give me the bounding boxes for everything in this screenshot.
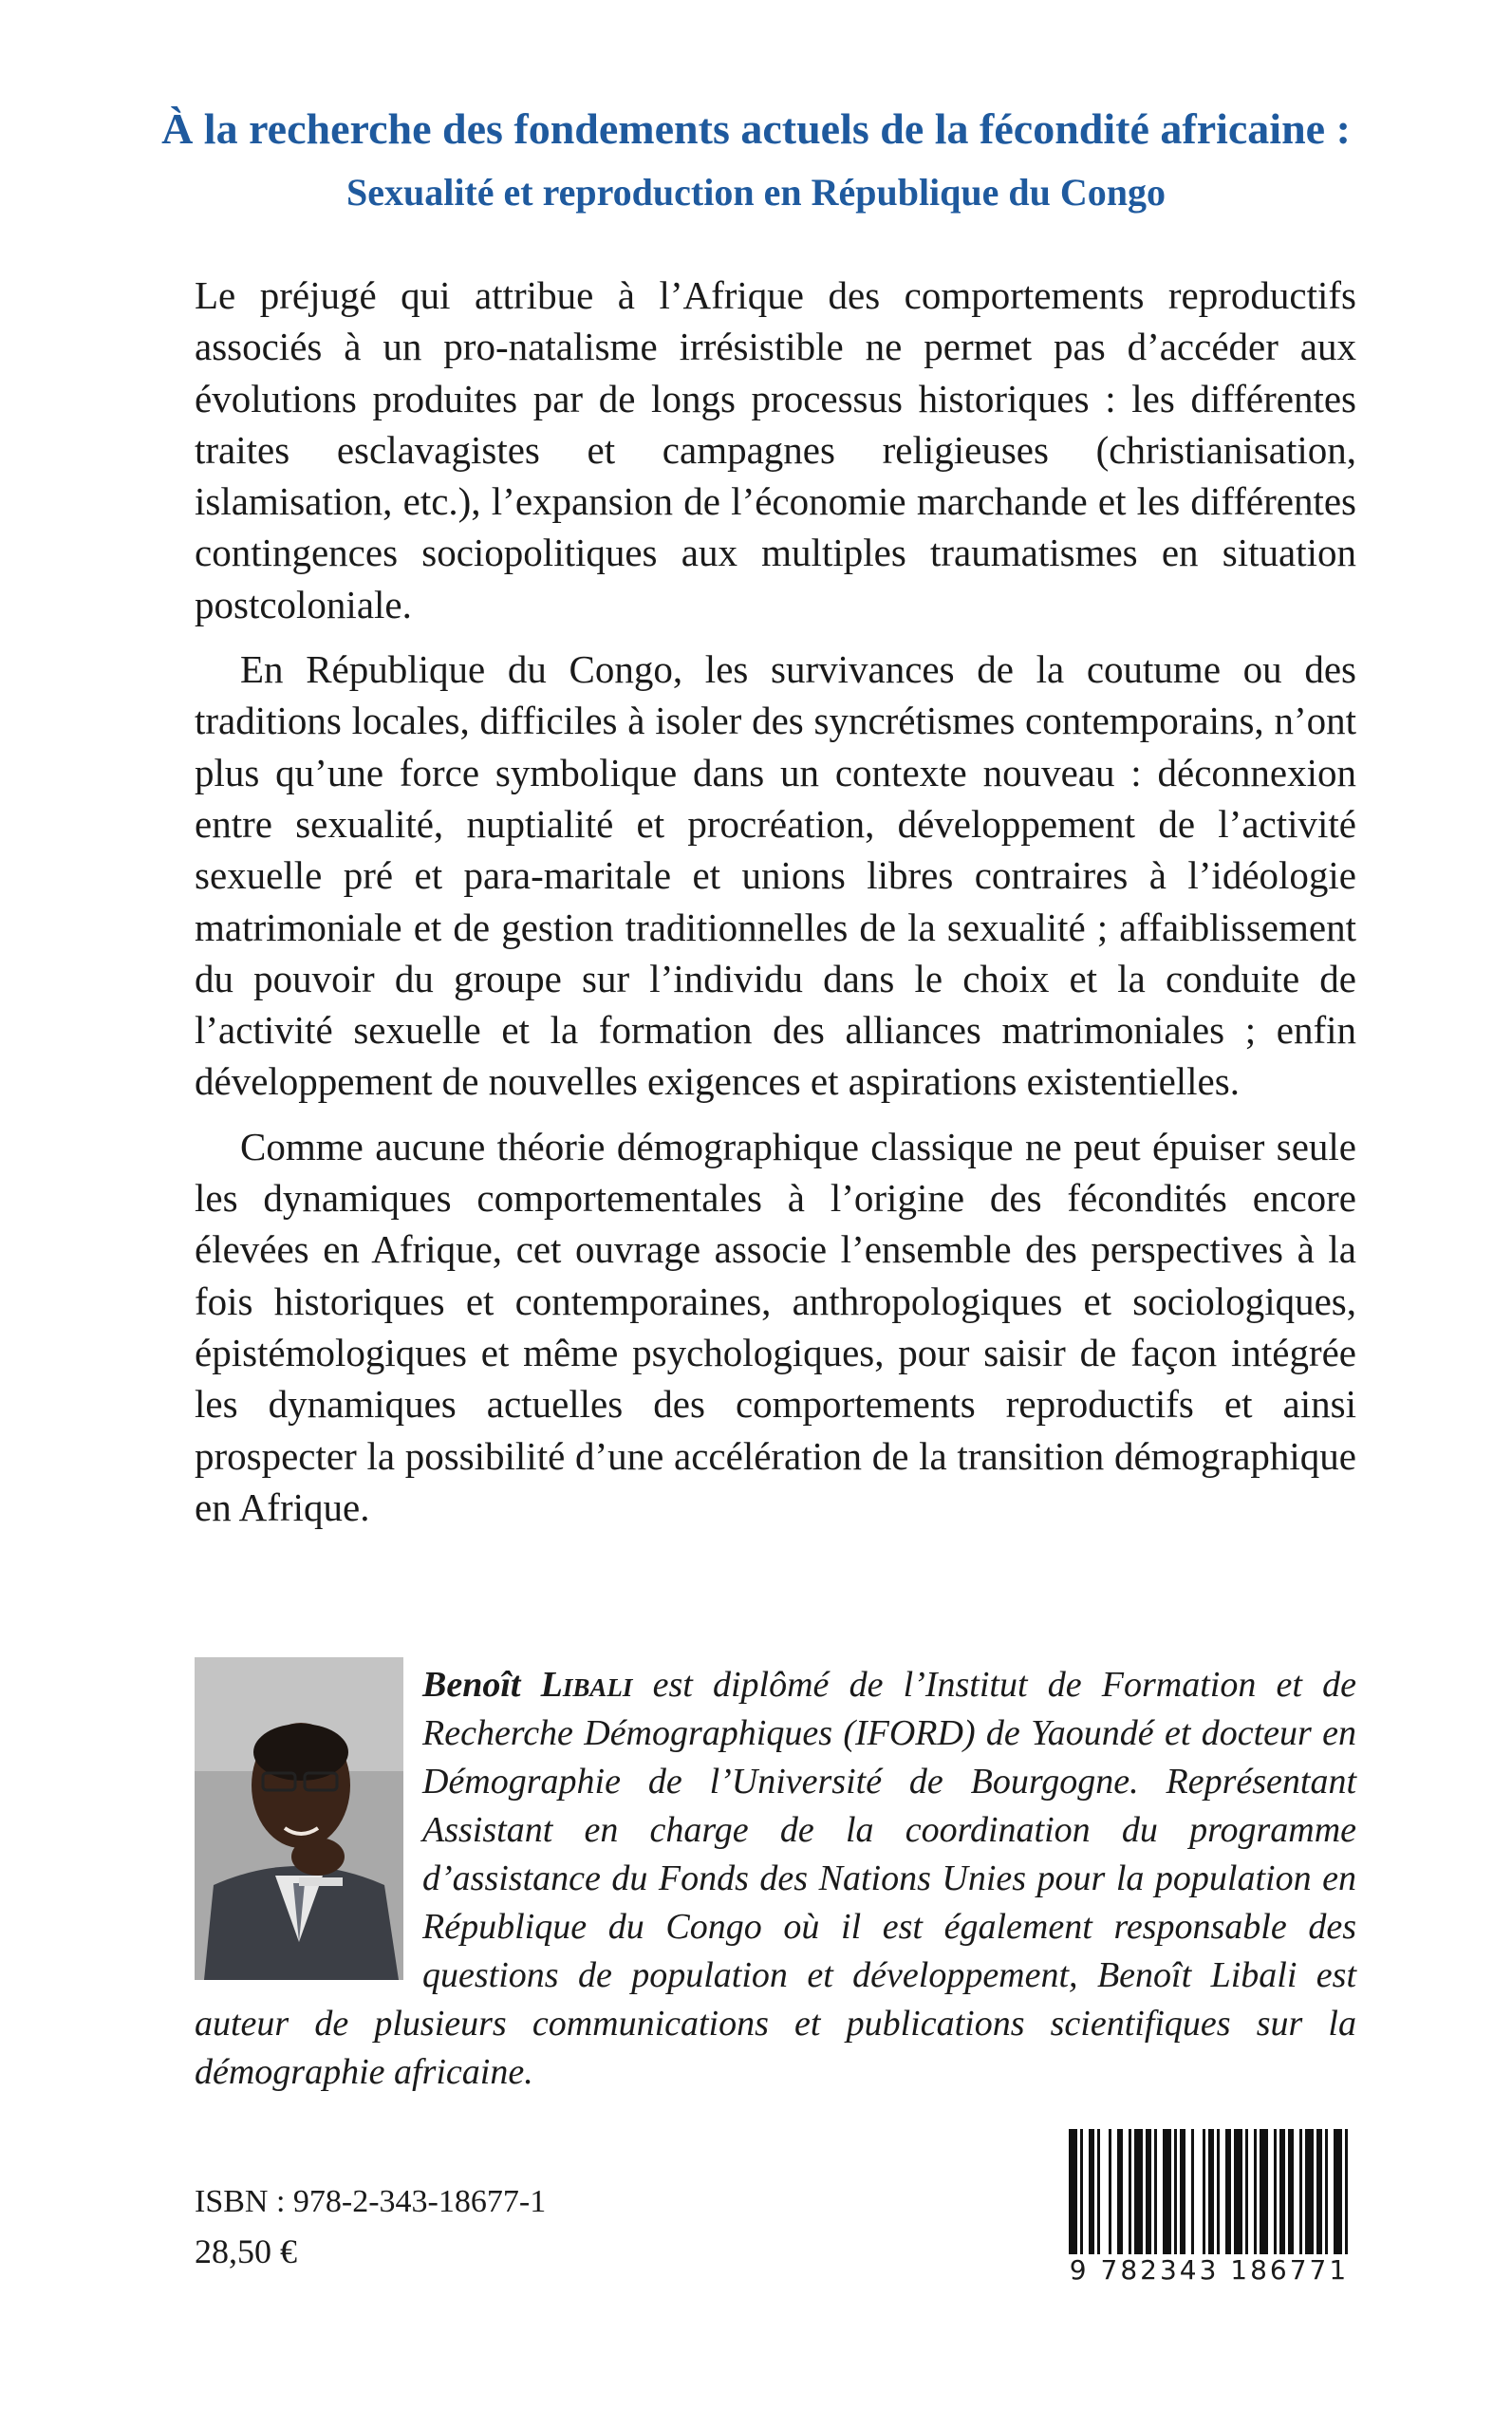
barcode-digits: 9 782343 186771 <box>1061 2254 1357 2287</box>
paragraph-1: Le préjugé qui attribue à l’Afrique des comportements reproductifs associés à un pro-natalisme irrésistible ne permet pas d’accéder aux évolutions produites par de longs processus historiques : les différentes traites esclavagistes et campagnes religieuses (christianisation, islamisation, etc.), l’expansion de l’économie marchande et les différentes contingences sociopolitiques aux multiples traumatismes en situation postcoloniale. <box>195 273 1356 626</box>
book-subtitle: Sexualité et reproduction en République du Congo <box>345 171 1167 214</box>
price: 28,50 € <box>195 2232 297 2270</box>
back-cover-blurb <box>195 270 1356 1546</box>
author-first-name: Benoît <box>422 1665 521 1705</box>
book-title: À la recherche des fondements actuels de la fécondité africaine : <box>161 104 1351 153</box>
paragraph-3: Comme aucune théorie démographique classique ne peut épuiser seule les dynamiques comportementales à l’origine des fécondités encore élevées en Afrique, cet ouvrage associe l’ensemble des perspectives à la fois historiques et contemporaines, anthropologiques et sociologiques, épistémologiques et même psychologiques, pour saisir de façon intégrée les dynamiques actuelles des comportements reproductifs et ainsi prospecter la possibilité d’une accélération de la transition démographique en Afrique. <box>195 1124 1356 1529</box>
paragraph-2: En République du Congo, les survivances de la coutume ou des traditions locales, difficiles à isoler des syncrétismes contemporains, n’ont plus qu’une force symbolique dans un contexte nouveau : déconnexion entre sexualité, nuptialité et procréation, développement de l’activité sexuelle pré et para-maritale et unions libres contraires à l’idéologie matrimoniale et de gestion traditionnelles de la sexualité ; affaiblissement du pouvoir du groupe sur l’individu dans le choix et la conduite de l’activité sexuelle et la formation des alliances matrimoniales ; enfin développement de nouvelles exigences et aspirations existentielles. <box>195 647 1356 1104</box>
author-last-name: Libali <box>540 1665 633 1705</box>
author-bio-text: est diplômé de l’Institut de Formation et de Recherche Démographiques (IFORD) de Yaoundé et docteur en Démographie de l’Université de Bourgogne. Représentant Assistant en charge de la coordination du programme d’assistance du Fonds des Nations Unies pour la population en République du Congo où il est également responsable des questions de population et développement, Benoît Libali est auteur de plusieurs communications et publications scientifiques sur la démographie africaine. <box>195 1665 1356 2092</box>
author-bio <box>195 1661 1356 2097</box>
photo-spacer <box>195 1661 411 1989</box>
isbn: ISBN : 978-2-343-18677-1 <box>195 2184 547 2219</box>
